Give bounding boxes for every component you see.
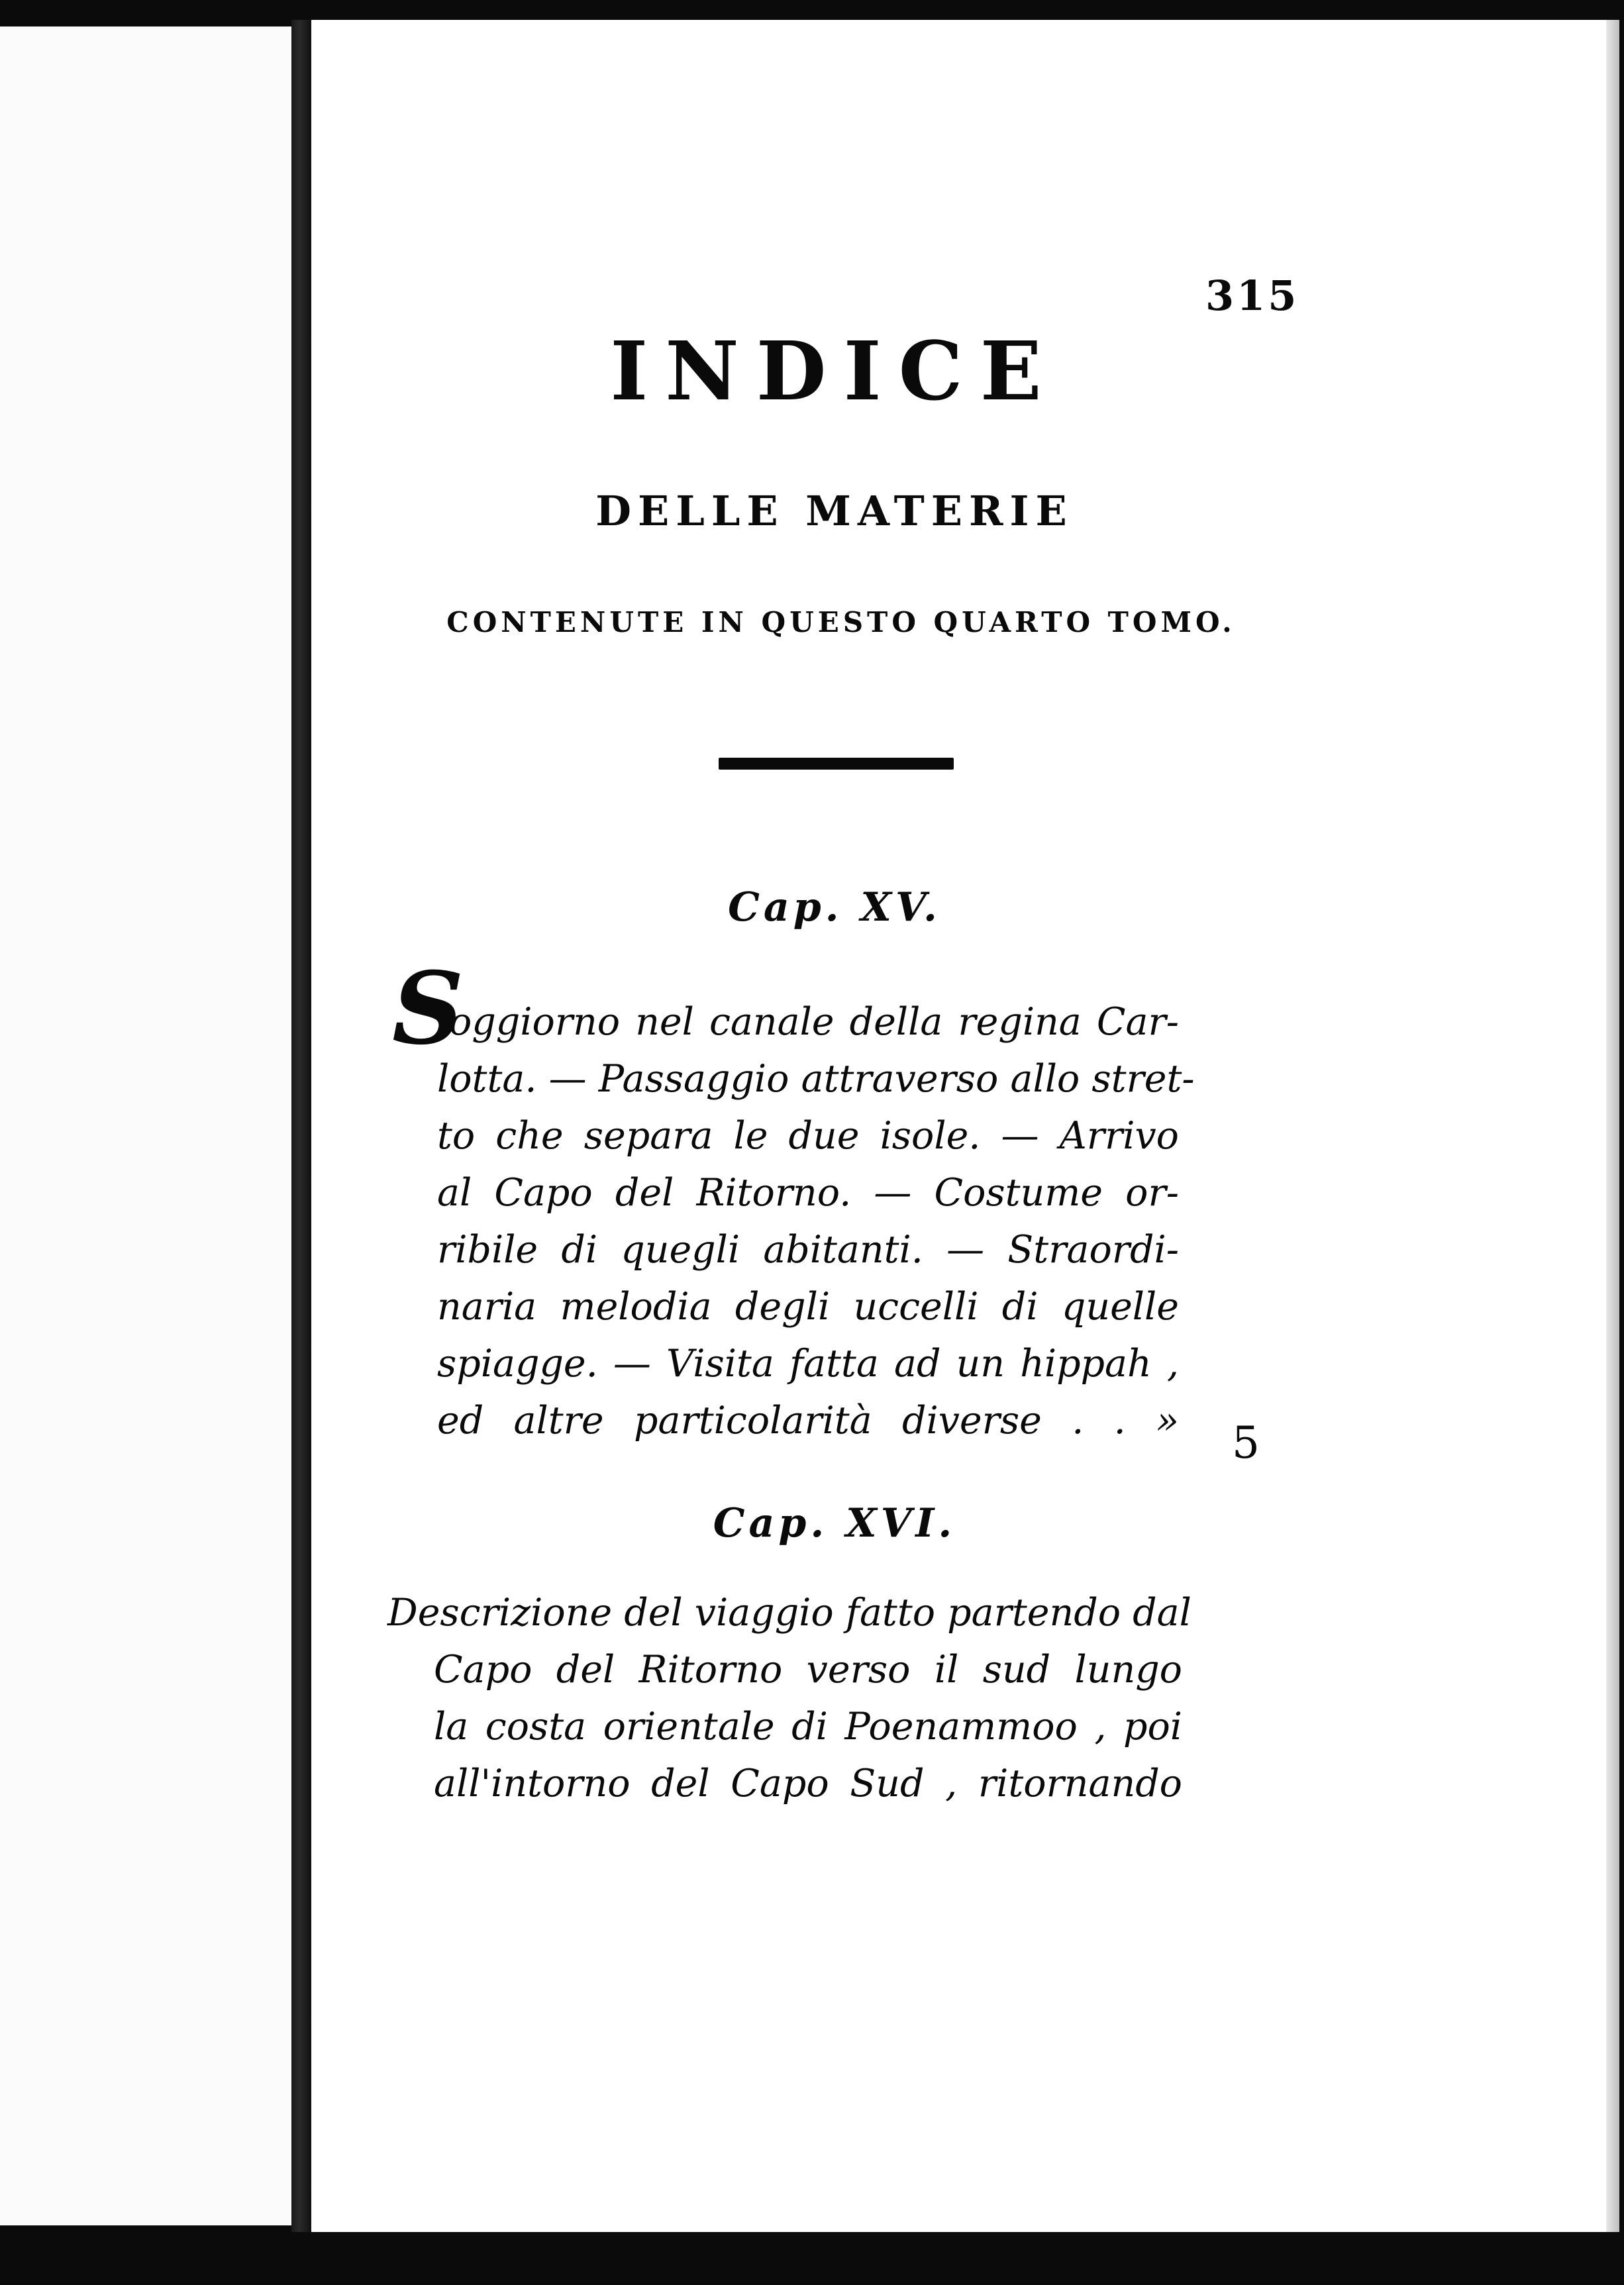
summary-line: to che separa le due isole. — Arrivo	[437, 1114, 1179, 1158]
summary-line: ribile di quegli abitanti. — Straordi-	[437, 1228, 1179, 1272]
summary-line: all'intorno del Capo Sud , ritornando	[434, 1762, 1182, 1805]
summary-line: ed altre particolarità diverse . . »	[437, 1399, 1179, 1443]
index-title: INDICE	[610, 323, 1059, 419]
chapter-heading-xv: Cap. XV.	[728, 884, 941, 931]
drop-cap: S	[392, 950, 464, 1067]
summary-line: Capo del Ritorno verso il sud lungo	[434, 1648, 1182, 1692]
summary-line: oggiorno nel canale della regina Car-	[449, 1000, 1179, 1044]
index-subtitle: DELLE MATERIE	[595, 487, 1074, 535]
summary-line: Descrizione del viaggio fatto partendo dal	[387, 1591, 1192, 1635]
decorative-rule	[719, 758, 954, 770]
chapter-heading-xvi: Cap. XVI.	[713, 1500, 956, 1547]
page-number: 315	[1205, 272, 1299, 320]
summary-line: spiagge. — Visita fatta ad un hippah ,	[437, 1342, 1179, 1386]
chapter-xvi-summary	[387, 1584, 1192, 1812]
summary-line: la costa orientale di Poenammoo , poi	[434, 1705, 1182, 1749]
summary-line: naria melodia degli uccelli di quelle	[437, 1285, 1179, 1329]
index-subsubtitle: CONTENUTE IN QUESTO QUARTO TOMO.	[446, 606, 1236, 638]
summary-line: al Capo del Ritorno. — Costume or-	[437, 1171, 1179, 1215]
summary-line: lotta. — Passaggio attraverso allo stret-	[437, 1057, 1195, 1101]
chapter-xv-page-ref: 5	[1232, 1417, 1260, 1468]
chapter-xv-summary	[392, 950, 1195, 1449]
